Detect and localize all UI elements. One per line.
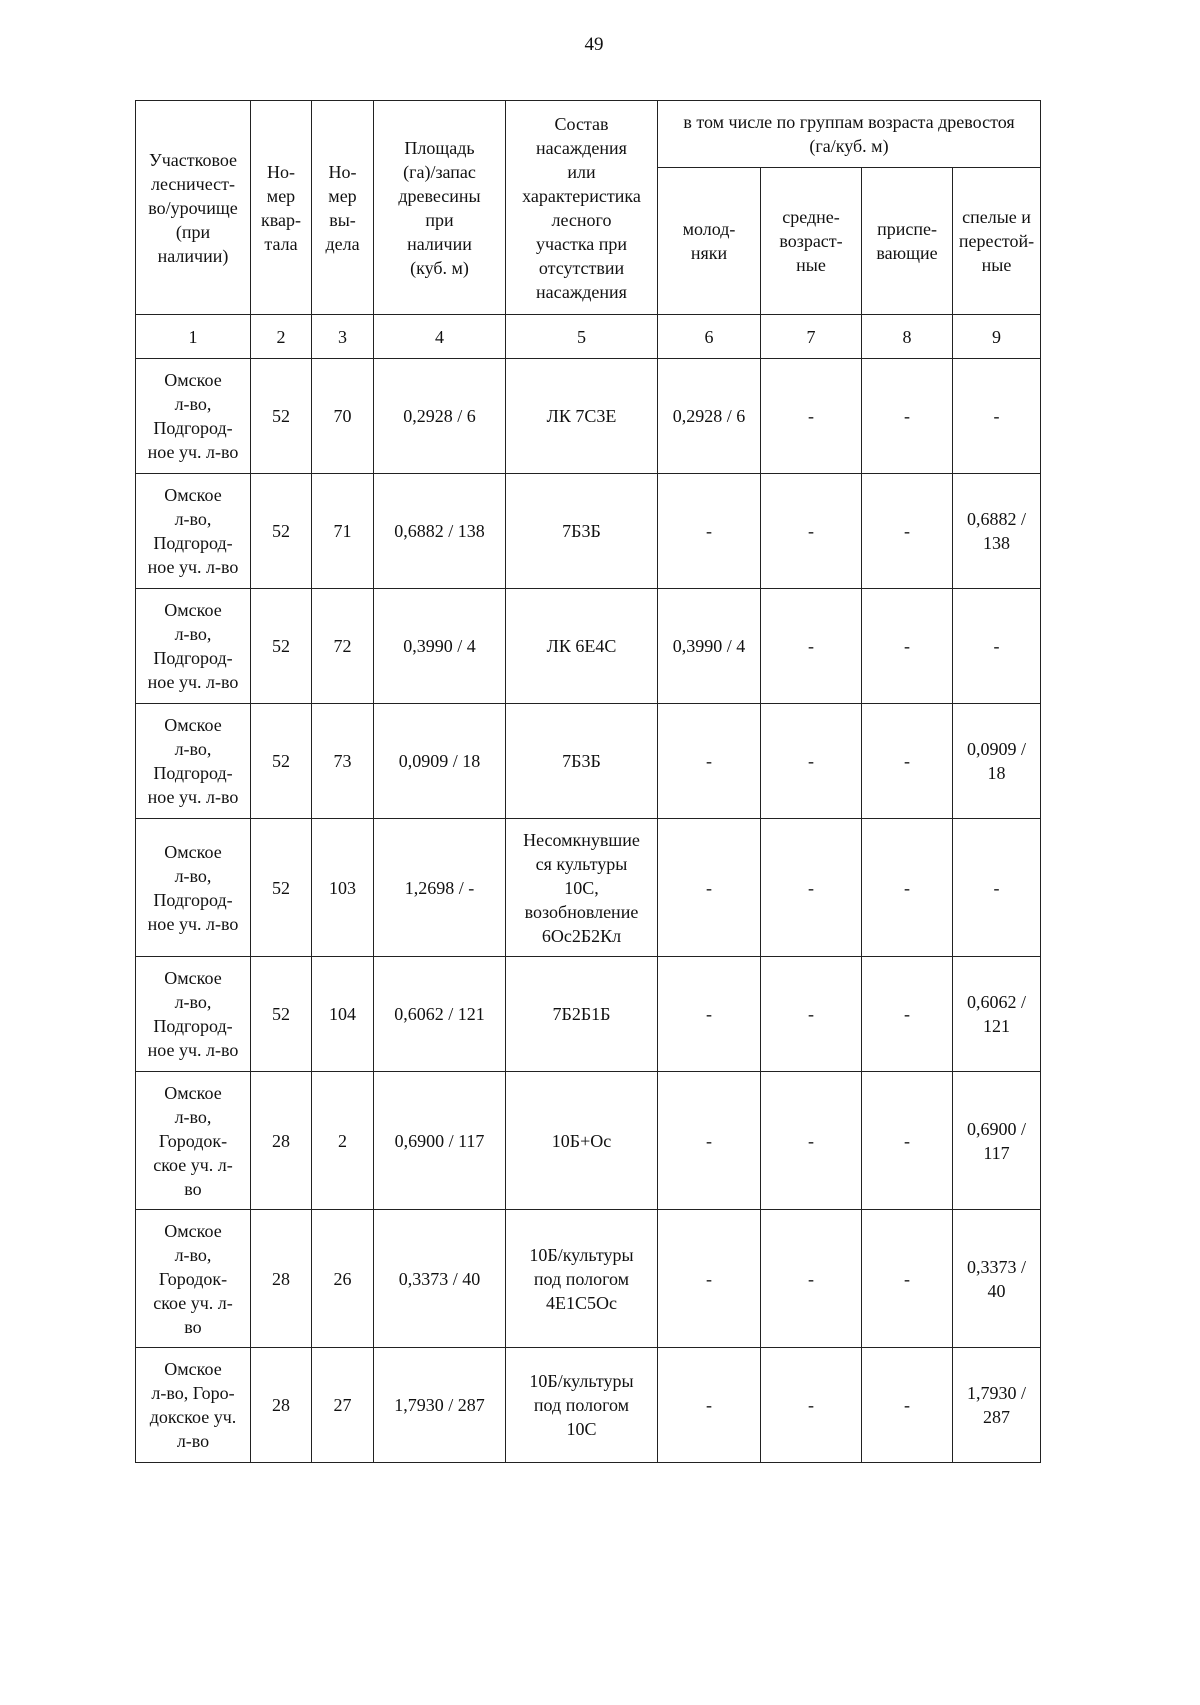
table-row	[136, 474, 1041, 589]
table-row	[136, 589, 1041, 704]
page-number: 49	[584, 34, 604, 55]
cell-area: 0,3990 / 4	[374, 589, 506, 704]
cell-quarter: 52	[251, 474, 312, 589]
cell-area: 0,2928 / 6	[374, 359, 506, 474]
cell-mature: -	[953, 819, 1041, 957]
cell-composition: 10Б+Ос	[506, 1072, 658, 1210]
cell-maturing: -	[862, 1072, 953, 1210]
cell-maturing: -	[862, 1348, 953, 1463]
cell-composition: ЛК 7С3Е	[506, 359, 658, 474]
cell-quarter: 28	[251, 1072, 312, 1210]
cell-mature: 0,6882 / 138	[953, 474, 1041, 589]
column-number: 5	[506, 315, 658, 359]
cell-forestry: Омское л-во, Подгород- ное уч. л-во	[136, 957, 251, 1072]
header-quarter-number: Но- мер квар- тала	[251, 101, 312, 315]
cell-maturing: -	[862, 474, 953, 589]
cell-young: -	[658, 819, 761, 957]
cell-area: 0,6882 / 138	[374, 474, 506, 589]
cell-young: -	[658, 957, 761, 1072]
cell-quarter: 52	[251, 359, 312, 474]
header-mature-overmature: спелые и перестой- ные	[953, 168, 1041, 315]
column-number: 9	[953, 315, 1041, 359]
cell-middle-aged: -	[761, 1210, 862, 1348]
cell-forestry: Омское л-во, Городок- ское уч. л- во	[136, 1210, 251, 1348]
cell-section: 73	[312, 704, 374, 819]
cell-maturing: -	[862, 589, 953, 704]
cell-maturing: -	[862, 704, 953, 819]
cell-quarter: 28	[251, 1210, 312, 1348]
cell-area: 1,7930 / 287	[374, 1348, 506, 1463]
cell-quarter: 52	[251, 819, 312, 957]
cell-young: -	[658, 1210, 761, 1348]
cell-composition: 7Б3Б	[506, 474, 658, 589]
cell-section: 104	[312, 957, 374, 1072]
cell-mature: 0,3373 / 40	[953, 1210, 1041, 1348]
cell-section: 27	[312, 1348, 374, 1463]
column-number: 7	[761, 315, 862, 359]
table-row	[136, 1348, 1041, 1463]
cell-maturing: -	[862, 957, 953, 1072]
cell-composition: 7Б2Б1Б	[506, 957, 658, 1072]
cell-forestry: Омское л-во, Городок- ское уч. л- во	[136, 1072, 251, 1210]
cell-middle-aged: -	[761, 957, 862, 1072]
cell-area: 0,6062 / 121	[374, 957, 506, 1072]
cell-area: 0,3373 / 40	[374, 1210, 506, 1348]
column-number: 2	[251, 315, 312, 359]
column-number: 4	[374, 315, 506, 359]
header-middle-aged: средне- возраст- ные	[761, 168, 862, 315]
forest-plots-table	[135, 100, 1041, 1463]
cell-forestry: Омское л-во, Подгород- ное уч. л-во	[136, 819, 251, 957]
cell-forestry: Омское л-во, Подгород- ное уч. л-во	[136, 474, 251, 589]
cell-young: -	[658, 1348, 761, 1463]
cell-section: 26	[312, 1210, 374, 1348]
cell-maturing: -	[862, 359, 953, 474]
cell-mature: -	[953, 589, 1041, 704]
header-maturing: приспе- вающие	[862, 168, 953, 315]
cell-maturing: -	[862, 819, 953, 957]
column-number: 6	[658, 315, 761, 359]
table-row	[136, 819, 1041, 957]
header-young: молод- няки	[658, 168, 761, 315]
header-section-number: Но- мер вы- дела	[312, 101, 374, 315]
table-row	[136, 359, 1041, 474]
header-age-groups: в том числе по группам возраста древостоя (га/куб. м)	[658, 101, 1041, 168]
cell-section: 70	[312, 359, 374, 474]
cell-section: 103	[312, 819, 374, 957]
column-number: 1	[136, 315, 251, 359]
cell-composition: Несомкнувшие ся культуры 10С, возобновление 6Ос2Б2Кл	[506, 819, 658, 957]
cell-area: 1,2698 / -	[374, 819, 506, 957]
column-number: 8	[862, 315, 953, 359]
cell-quarter: 52	[251, 957, 312, 1072]
cell-composition: 10Б/культуры под пологом 10С	[506, 1348, 658, 1463]
column-number-row	[136, 315, 1041, 359]
cell-composition: 7Б3Б	[506, 704, 658, 819]
cell-middle-aged: -	[761, 819, 862, 957]
table-row	[136, 957, 1041, 1072]
cell-young: 0,3990 / 4	[658, 589, 761, 704]
cell-middle-aged: -	[761, 359, 862, 474]
cell-area: 0,0909 / 18	[374, 704, 506, 819]
column-number: 3	[312, 315, 374, 359]
table-body	[136, 359, 1041, 1463]
cell-middle-aged: -	[761, 474, 862, 589]
cell-mature: -	[953, 359, 1041, 474]
cell-mature: 0,6900 / 117	[953, 1072, 1041, 1210]
table-row	[136, 1072, 1041, 1210]
cell-middle-aged: -	[761, 704, 862, 819]
cell-composition: 10Б/культуры под пологом 4Е1С5Ос	[506, 1210, 658, 1348]
cell-mature: 0,0909 / 18	[953, 704, 1041, 819]
cell-area: 0,6900 / 117	[374, 1072, 506, 1210]
header-area-volume: Площадь (га)/запас древесины при наличии (куб. м)	[374, 101, 506, 315]
table-row	[136, 704, 1041, 819]
cell-section: 2	[312, 1072, 374, 1210]
cell-middle-aged: -	[761, 1072, 862, 1210]
cell-quarter: 52	[251, 704, 312, 819]
header-row	[136, 101, 1041, 168]
cell-forestry: Омское л-во, Горо- докское уч. л-во	[136, 1348, 251, 1463]
cell-quarter: 28	[251, 1348, 312, 1463]
cell-section: 72	[312, 589, 374, 704]
cell-mature: 1,7930 / 287	[953, 1348, 1041, 1463]
cell-middle-aged: -	[761, 589, 862, 704]
cell-forestry: Омское л-во, Подгород- ное уч. л-во	[136, 359, 251, 474]
cell-quarter: 52	[251, 589, 312, 704]
cell-young: 0,2928 / 6	[658, 359, 761, 474]
cell-forestry: Омское л-во, Подгород- ное уч. л-во	[136, 589, 251, 704]
cell-section: 71	[312, 474, 374, 589]
cell-composition: ЛК 6Е4С	[506, 589, 658, 704]
header-forestry: Участковое лесничест- во/урочище (при наличии)	[136, 101, 251, 315]
cell-young: -	[658, 474, 761, 589]
cell-young: -	[658, 1072, 761, 1210]
header-composition: Состав насаждения или характеристика лесного участка при отсутствии насаждения	[506, 101, 658, 315]
cell-mature: 0,6062 / 121	[953, 957, 1041, 1072]
cell-middle-aged: -	[761, 1348, 862, 1463]
cell-maturing: -	[862, 1210, 953, 1348]
cell-young: -	[658, 704, 761, 819]
table-row	[136, 1210, 1041, 1348]
cell-forestry: Омское л-во, Подгород- ное уч. л-во	[136, 704, 251, 819]
